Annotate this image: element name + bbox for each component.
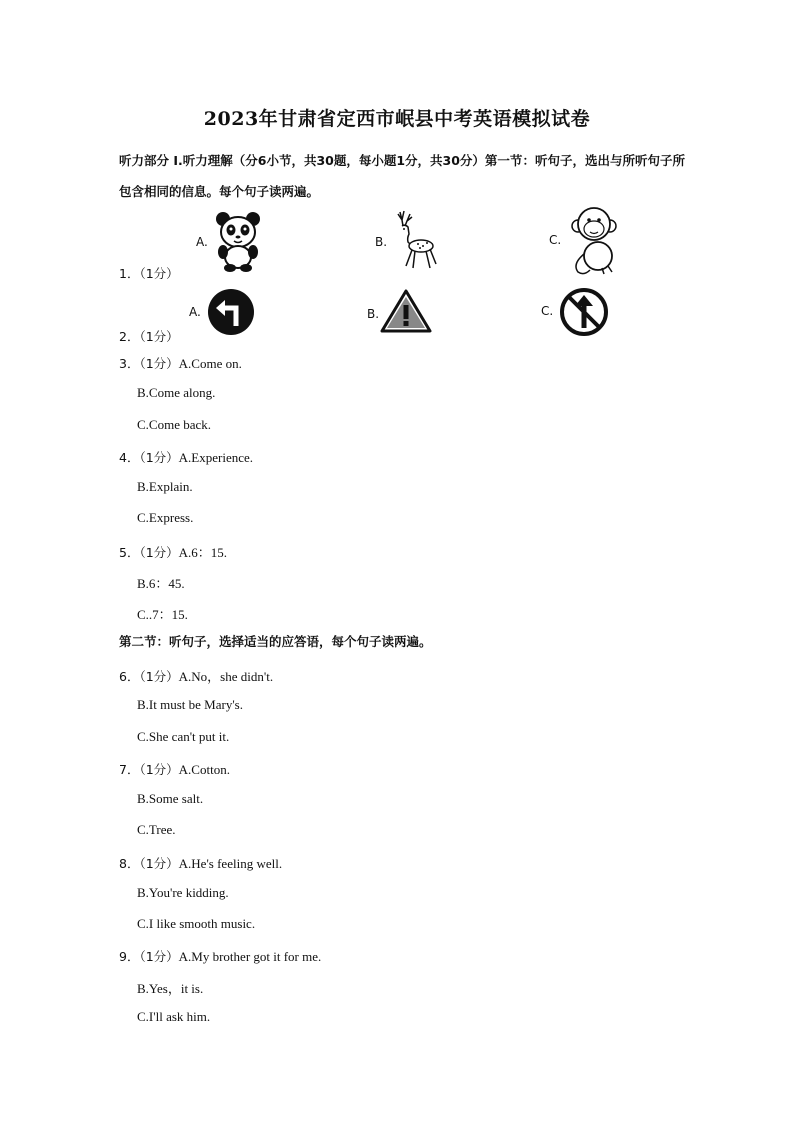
q5-option-a: A.6：15. bbox=[178, 545, 228, 560]
question-9 bbox=[119, 947, 321, 965]
q4-option-c: C.Express. bbox=[137, 510, 194, 525]
q2-option-c-letter: C. bbox=[541, 304, 554, 318]
question-5 bbox=[119, 542, 227, 561]
question-6 bbox=[119, 666, 273, 685]
q5-option-c: C..7：15. bbox=[137, 607, 188, 622]
q9-option-a: A.My brother got it for me. bbox=[178, 949, 322, 964]
warning-sign-icon bbox=[380, 289, 432, 338]
question-7-label: 7．（1分） bbox=[119, 762, 179, 777]
q3-option-c: C.Come back. bbox=[137, 417, 212, 432]
question-4 bbox=[119, 448, 253, 466]
panda-icon bbox=[214, 210, 262, 277]
q6-option-b: B.It must be Mary's. bbox=[137, 697, 243, 712]
question-8 bbox=[119, 854, 282, 872]
question-3-label: 3．（1分） bbox=[119, 356, 179, 371]
deer-icon bbox=[390, 208, 440, 279]
question-5-label: 5．（1分） bbox=[119, 545, 179, 560]
q7-option-a: A.Cotton. bbox=[178, 762, 230, 777]
q3-option-a: A.Come on. bbox=[178, 356, 242, 371]
question-8-label: 8．（1分） bbox=[119, 856, 179, 871]
page-title: 2023年甘肃省定西市岷县中考英语模拟试卷 bbox=[203, 108, 591, 130]
question-7 bbox=[119, 760, 230, 778]
q8-option-a: A.He's feeling well. bbox=[178, 856, 283, 871]
q8-option-b: B.You're kidding. bbox=[137, 885, 229, 900]
q3-option-b: B.Come along. bbox=[137, 385, 216, 400]
q4-option-b: B.Explain. bbox=[137, 479, 193, 494]
q9-option-b: B.Yes，it is. bbox=[137, 981, 204, 996]
q9-option-c: C.I'll ask him. bbox=[137, 1009, 211, 1024]
question-4-label: 4．（1分） bbox=[119, 450, 179, 465]
question-3 bbox=[119, 354, 242, 372]
q2-option-b-letter: B. bbox=[367, 307, 380, 321]
q1-option-c-letter: C. bbox=[549, 233, 562, 247]
no-straight-sign-icon bbox=[560, 288, 608, 341]
turn-left-sign-icon bbox=[206, 288, 256, 341]
q6-option-a: A.No，she didn't. bbox=[178, 669, 274, 684]
q8-option-c: C.I like smooth music. bbox=[137, 916, 256, 931]
q4-option-a: A.Experience. bbox=[178, 450, 254, 465]
listening-intro: 听力部分 Ⅰ.听力理解（分6小节，共30题，每小题1分，共30分）第一节：听句子，选出与所听句子所包含相同的信息。每个句子读两遍。 bbox=[119, 153, 685, 199]
q2-option-a-letter: A. bbox=[189, 305, 201, 319]
q5-option-b: B.6：45. bbox=[137, 576, 185, 591]
q6-option-c: C.She can't put it. bbox=[137, 729, 230, 744]
section-2-heading: 第二节：听句子，选择适当的应答语，每个句子读两遍。 bbox=[119, 634, 432, 649]
q1-option-a-letter: A. bbox=[196, 235, 208, 249]
question-1-label: 1．（1分） bbox=[119, 266, 179, 281]
monkey-icon bbox=[568, 204, 624, 281]
question-9-label: 9．（1分） bbox=[119, 949, 179, 964]
q7-option-b: B.Some salt. bbox=[137, 791, 204, 806]
question-6-label: 6．（1分） bbox=[119, 669, 179, 684]
q1-option-b-letter: B. bbox=[375, 235, 388, 249]
question-2-label: 2．（1分） bbox=[119, 329, 179, 344]
q7-option-c: C.Tree. bbox=[137, 822, 176, 837]
